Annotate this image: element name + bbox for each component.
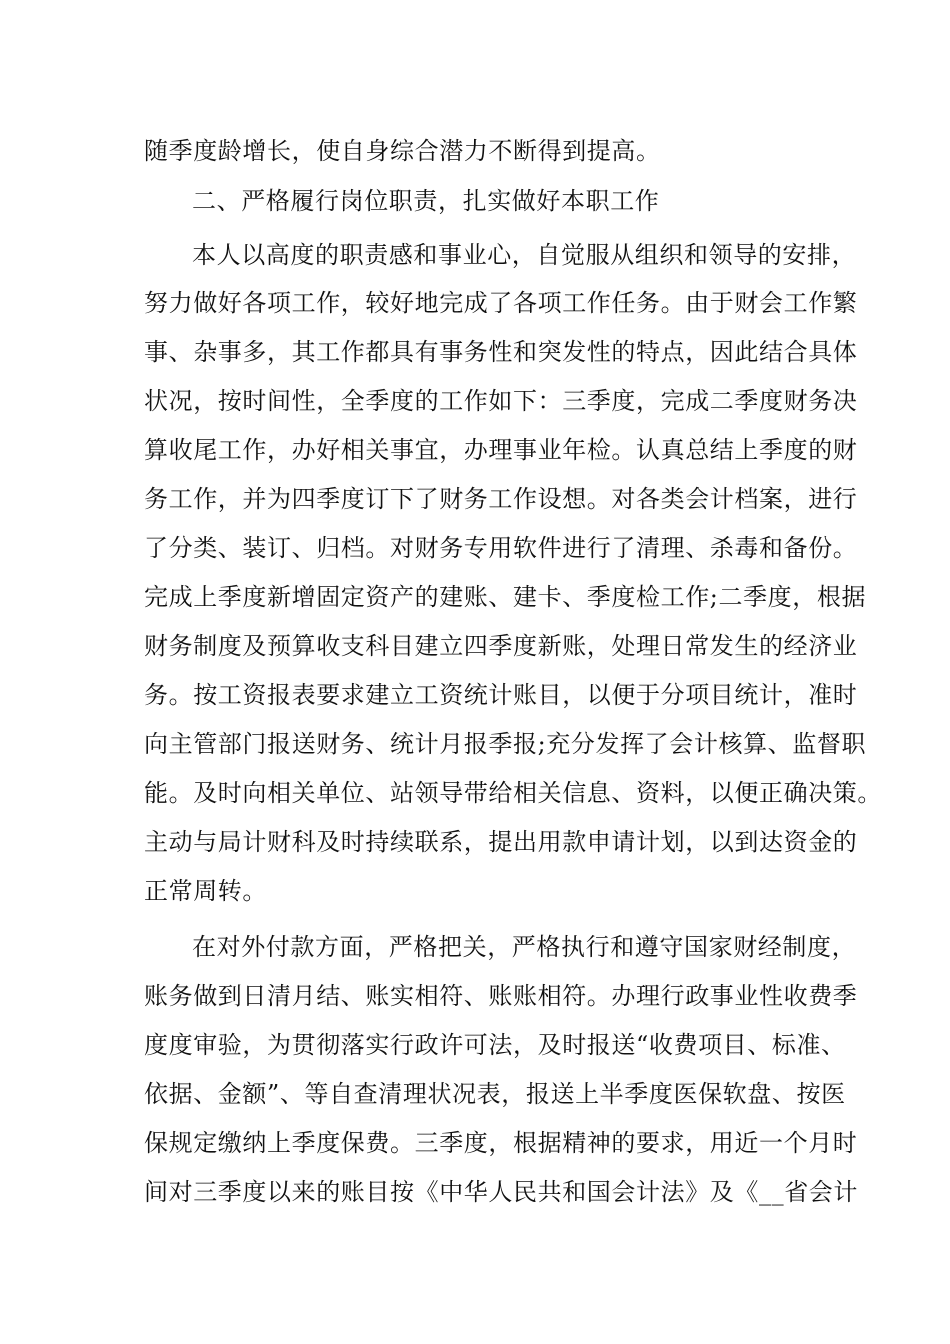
text-line: 事、杂事多，其工作都具有事务性和突发性的特点，因此结合具体 xyxy=(144,338,858,366)
text-line: 算收尾工作，办好相关事宜，办理事业年检。认真总结上季度的财 xyxy=(144,436,858,464)
text-line: 能。及时向相关单位、站领导带给相关信息、资料，以便正确决策。 xyxy=(144,779,882,807)
text-line: 了分类、装订、归档。对财务专用软件进行了清理、杀毒和备份。 xyxy=(144,534,858,562)
section-heading: 二、严格履行岗位职责，扎实做好本职工作 xyxy=(192,187,660,215)
text-line: 状况，按时间性，全季度的工作如下：三季度，完成二季度财务决 xyxy=(144,387,858,415)
text-line: 向主管部门报送财务、统计月报季报;充分发挥了会计核算、监督职 xyxy=(144,730,867,758)
text-line: 依据、金额”、等自查清理状况表，报送上半季度医保软盘、按医 xyxy=(144,1080,846,1108)
text-line: 在对外付款方面，严格把关，严格执行和遵守国家财经制度， xyxy=(192,933,857,961)
text-line: 随季度龄增长，使自身综合潜力不断得到提高。 xyxy=(144,137,661,165)
text-line: 正常周转。 xyxy=(144,877,267,905)
text-line: 保规定缴纳上季度保费。三季度，根据精神的要求，用近一个月时 xyxy=(144,1129,858,1157)
text-line: 间对三季度以来的账目按《中华人民共和国会计法》及《__省会计 xyxy=(144,1178,858,1206)
text-line: 本人以高度的职责感和事业心，自觉服从组织和领导的安排， xyxy=(192,241,857,269)
text-line: 务。按工资报表要求建立工资统计账目，以便于分项目统计，准时 xyxy=(144,681,858,709)
text-line: 完成上季度新增固定资产的建账、建卡、季度检工作;二季度，根据 xyxy=(144,583,867,611)
text-line: 主动与局计财科及时持续联系，提出用款申请计划，以到达资金的 xyxy=(144,828,858,856)
text-line: 账务做到日清月结、账实相符、账账相符。办理行政事业性收费季 xyxy=(144,982,858,1010)
text-line: 务工作，并为四季度订下了财务工作设想。对各类会计档案，进行 xyxy=(144,485,858,513)
text-line: 度度审验，为贯彻落实行政许可法，及时报送“收费项目、标准、 xyxy=(144,1031,846,1059)
text-line: 努力做好各项工作，较好地完成了各项工作任务。由于财会工作繁 xyxy=(144,289,858,317)
text-line: 财务制度及预算收支科目建立四季度新账，处理日常发生的经济业 xyxy=(144,632,858,660)
